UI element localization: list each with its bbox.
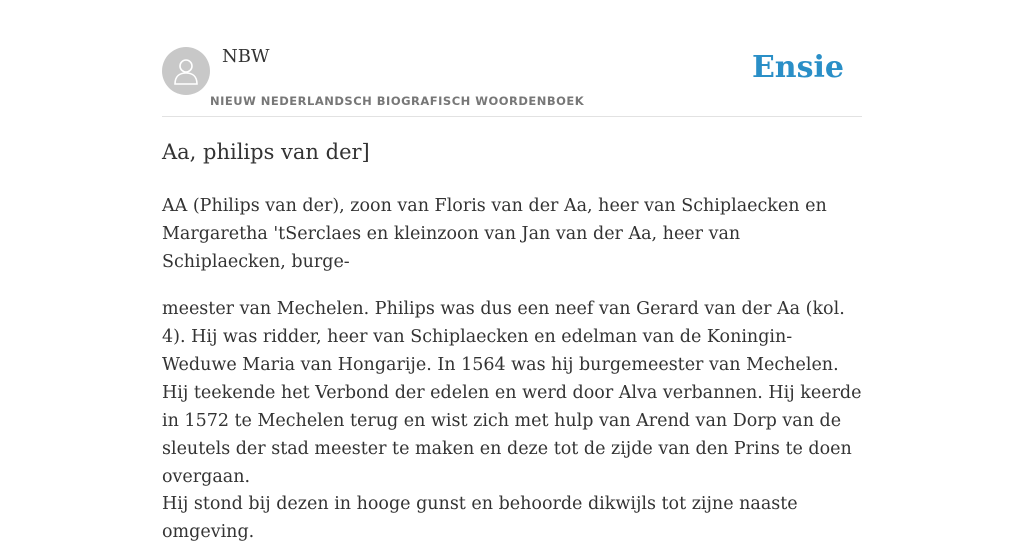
user-icon [173, 57, 199, 85]
source-header [162, 0, 862, 117]
source-subtitle: NIEUW NEDERLANDSCH BIOGRAFISCH WOORDENBOEK [210, 94, 585, 108]
article-title: Aa, philips van der] [162, 140, 370, 164]
brand-logo[interactable]: Ensie [751, 50, 844, 85]
source-avatar[interactable] [162, 47, 210, 95]
source-name[interactable]: NBW [222, 46, 270, 67]
article-paragraph: meester van Mechelen. Philips was dus een neef van Gerard van der Aa (kol. 4). Hij was ridder, heer van Schiplaecken en edelman van de Koningin-Weduwe Maria van Hongarije. In 1564 was hij burgemeester van Mechelen. Hij teekende het Verbond der edelen en werd door Alva verbannen. Hij keerde in 1572 te Mechelen terug en wist zich met hulp van Arend van Dorp van de sleutels der stad meester te maken en deze tot de zijde van den Prins te doen overgaan. [162, 299, 862, 487]
page [162, 0, 862, 542]
article-paragraph: AA (Philips van der), zoon van Floris van der Aa, heer van Schiplaecken en Margaretha 'tSerclaes en kleinzoon van Jan van der Aa, heer van Schiplaecken, burge- [162, 196, 827, 272]
article-paragraph: Hij stond bij dezen in hooge gunst en behoorde dikwijls tot zijne naaste omgeving. [162, 494, 798, 542]
